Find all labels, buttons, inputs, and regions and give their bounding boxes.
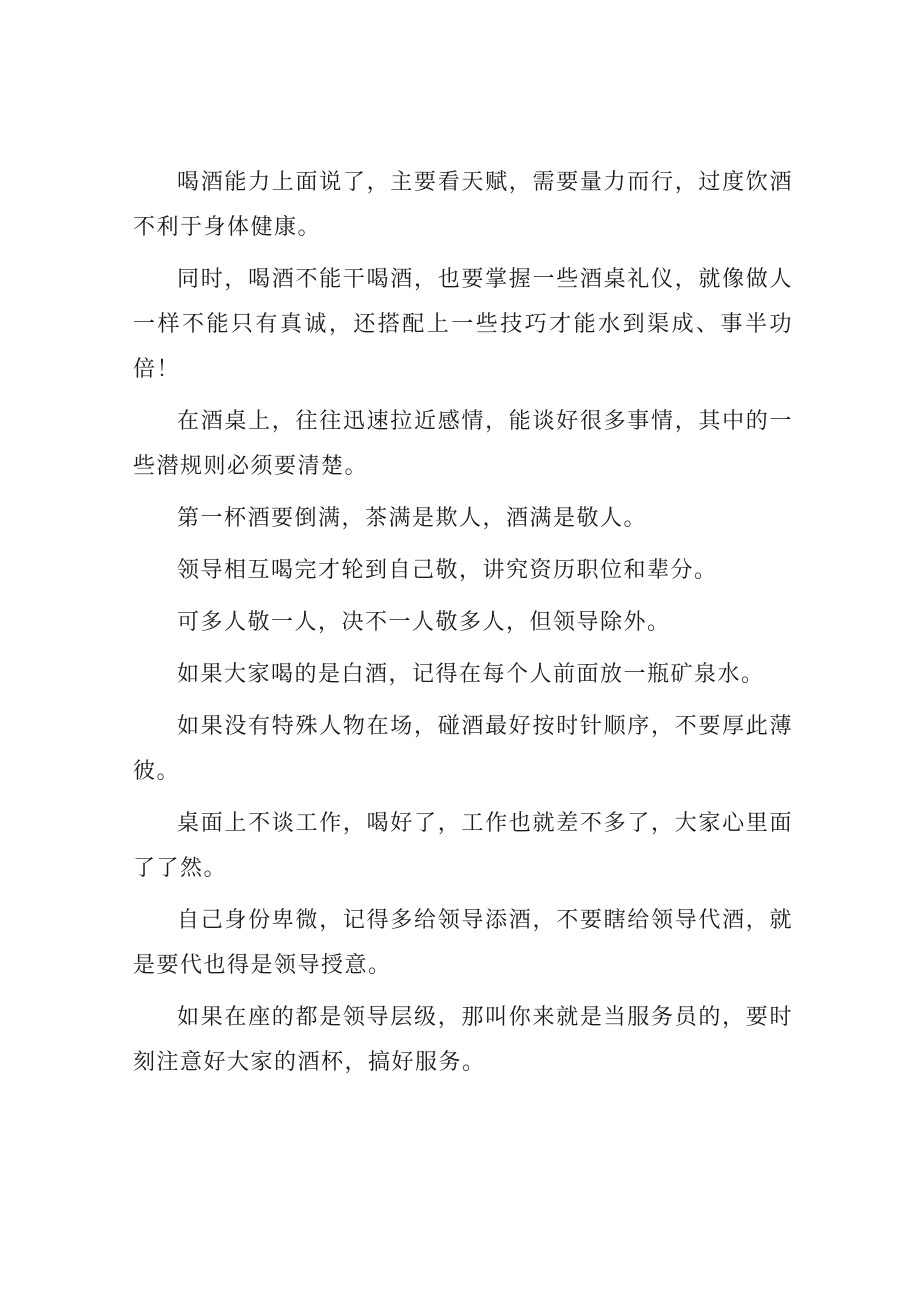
paragraph: 自己身份卑微，记得多给领导添酒，不要瞎给领导代酒，就是要代也得是领导授意。 [133, 908, 793, 978]
paragraph: 如果在座的都是领导层级，那叫你来就是当服务员的，要时刻注意好大家的酒杯，搞好服务。 [133, 1005, 793, 1075]
paragraph: 第一杯酒要倒满，茶满是欺人，酒满是敬人。 [177, 506, 648, 531]
paragraph: 如果没有特殊人物在场，碰酒最好按时针顺序，不要厚此薄彼。 [133, 714, 793, 784]
paragraph: 同时，喝酒不能干喝酒，也要掌握一些酒桌礼仪，就像做人一样不能只有真诚，还搭配上一些技巧才能水到渠成、事半功倍！ [133, 267, 793, 382]
document-body [133, 160, 793, 1092]
paragraph: 喝酒能力上面说了，主要看天赋，需要量力而行，过度饮酒不利于身体健康。 [133, 170, 793, 240]
paragraph: 领导相互喝完才轮到自己敬，讲究资历职位和辈分。 [177, 558, 718, 583]
paragraph: 可多人敬一人，决不一人敬多人，但领导除外。 [177, 610, 671, 635]
paragraph: 如果大家喝的是白酒，记得在每个人前面放一瓶矿泉水。 [177, 662, 765, 687]
paragraph: 桌面上不谈工作，喝好了，工作也就差不多了，大家心里面了了然。 [133, 811, 793, 881]
paragraph: 在酒桌上，往往迅速拉近感情，能谈好很多事情，其中的一些潜规则必须要清楚。 [133, 409, 793, 479]
